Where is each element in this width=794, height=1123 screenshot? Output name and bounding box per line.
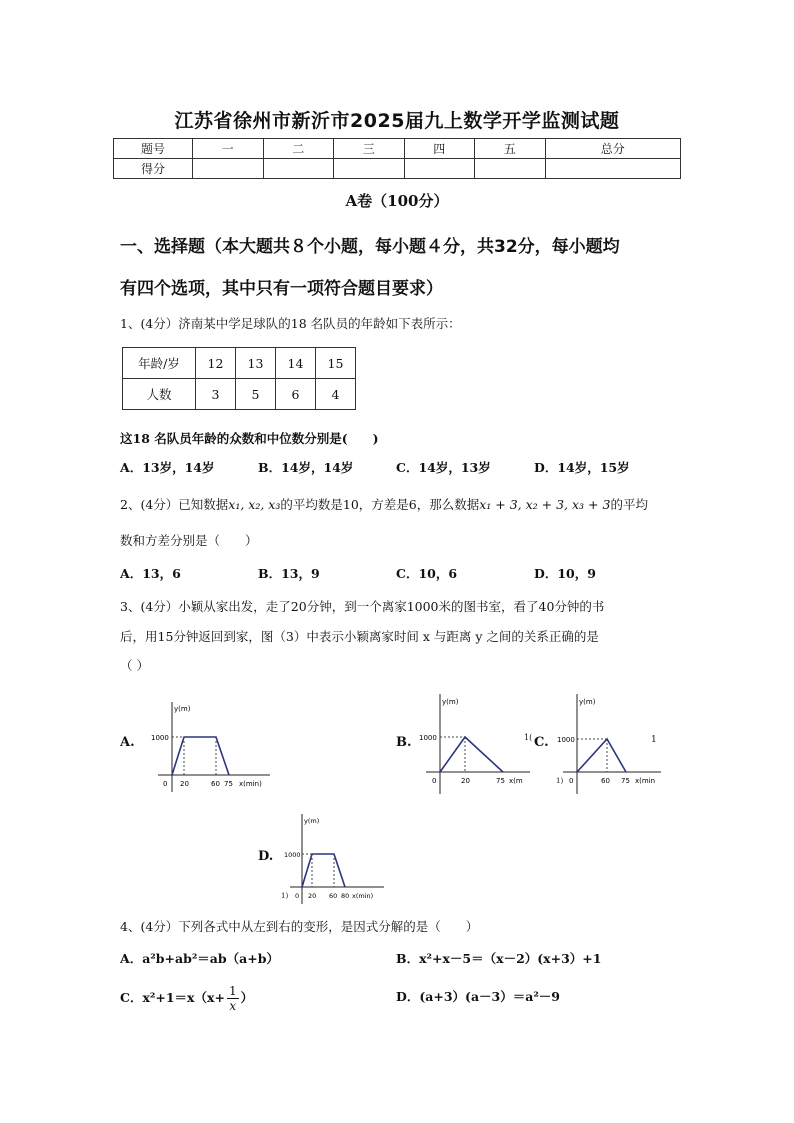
graph-b-x-label: x(m [509, 777, 523, 785]
q2-stem-c: 的平均 [610, 497, 648, 512]
count-cell: 6 [276, 379, 316, 410]
graph-d-tick: 80 [341, 892, 350, 900]
paper-label: A卷（100分） [345, 192, 449, 210]
q2-stem-b: 的平均数是10，方差是6，那么数据 [280, 497, 480, 512]
q3-stem-line1: 3、(4分）小颖从家出发，走了20分钟，到一个离家1000米的图书室，看了40分钟的书 [120, 599, 605, 614]
q1-stem: 1、(4分）济南某中学足球队的18 名队员的年龄如下表所示： [120, 316, 461, 331]
q4-option-a[interactable]: A．a²b+ab²＝ab（a+b） [120, 951, 279, 966]
q2-variables: x₁, x₂, x₃ [228, 497, 281, 512]
score-cell [404, 159, 475, 179]
stray-mark: 1) [281, 892, 289, 900]
graph-a-tick: 60 [211, 780, 220, 788]
graph-d [284, 812, 389, 907]
q2-option-b[interactable]: B．13，9 [258, 566, 320, 581]
q4-option-d[interactable]: D．(a+3）(a－3）＝a²－9 [396, 989, 561, 1004]
graph-c-origin: 0 [569, 777, 574, 785]
age-cell: 13 [236, 348, 276, 379]
score-cell [193, 159, 264, 179]
graph-c-line [577, 739, 626, 772]
stray-mark: 1) [556, 777, 564, 785]
graph-a-y-label: y(m) [174, 705, 191, 713]
graph-a-y-value: 1000 [151, 734, 169, 742]
score-row-label: 得分 [114, 159, 193, 179]
graph-c-tick: 75 [621, 777, 630, 785]
age-cell: 12 [196, 348, 236, 379]
q4-option-c-denominator: x [229, 999, 237, 1013]
q2-option-a[interactable]: A．13，6 [120, 566, 181, 581]
age-row-label: 年龄/岁 [123, 348, 196, 379]
q4-option-c-prefix: C．x²+1＝x（x+ [120, 990, 225, 1005]
q2-option-d[interactable]: D．10，9 [534, 566, 596, 581]
graph-a-tick: 20 [180, 780, 189, 788]
graph-d-line [302, 854, 345, 887]
q4-option-c-suffix: ） [240, 990, 254, 1005]
q4-option-c-fraction [227, 984, 239, 1013]
score-cell [475, 159, 546, 179]
q1-option-b[interactable]: B．14岁，14岁 [258, 460, 354, 475]
score-header-cell: 四 [404, 139, 475, 159]
q3-option-d-label[interactable]: D. [258, 849, 274, 864]
graph-a-x-label: x(min) [239, 780, 262, 788]
q1-option-a[interactable]: A．13岁，14岁 [120, 460, 215, 475]
age-cell: 14 [276, 348, 316, 379]
q1-question: 这18 名队员年龄的众数和中位数分别是( ) [120, 431, 379, 446]
graph-b-origin: 0 [432, 777, 437, 785]
q4-stem: 4、(4分）下列各式中从左到右的变形，是因式分解的是（ ） [120, 919, 479, 934]
graph-b [418, 692, 533, 797]
section-heading-line1: 一、选择题（本大题共８个小题，每小题４分，共32分，每小题均 [120, 237, 620, 257]
graph-b-line [440, 737, 503, 772]
count-cell: 4 [316, 379, 356, 410]
graph-c-y-label: y(m) [579, 698, 596, 706]
graph-d-y-value: 1000 [284, 851, 301, 859]
graph-b-tick: 75 [496, 777, 505, 785]
graph-b-tick: 20 [461, 777, 470, 785]
q3-stem-line3: （ ） [120, 658, 149, 673]
count-cell: 5 [236, 379, 276, 410]
score-table-score-row [114, 159, 681, 179]
graph-d-y-label: y(m) [304, 817, 320, 825]
q4-option-c[interactable] [120, 984, 253, 1013]
graph-c [555, 692, 665, 797]
graph-b-y-label: y(m) [442, 698, 459, 706]
count-cell: 3 [196, 379, 236, 410]
graph-d-origin: 0 [295, 892, 300, 900]
graph-a [150, 700, 275, 795]
count-row [123, 379, 356, 410]
graph-a-line [172, 737, 229, 775]
page-title: 江苏省徐州市新沂市2025届九上数学开学监测试题 [174, 110, 620, 132]
section-heading-line2: 有四个选项，其中只有一项符合题目要求） [120, 279, 443, 299]
age-cell: 15 [316, 348, 356, 379]
score-cell [334, 159, 405, 179]
q1-option-d[interactable]: D．14岁，15岁 [534, 460, 630, 475]
age-row [123, 348, 356, 379]
q3-option-c-label[interactable]: C. [534, 735, 549, 750]
score-header-cell: 一 [193, 139, 264, 159]
score-cell [545, 159, 681, 179]
score-header-cell: 二 [263, 139, 334, 159]
graph-a-tick: 75 [224, 780, 233, 788]
graph-b-y-value: 1000 [419, 734, 437, 742]
score-header-cell: 三 [334, 139, 405, 159]
q3-option-b-label[interactable]: B. [396, 735, 412, 750]
score-header-cell: 五 [475, 139, 546, 159]
q4-option-b[interactable]: B．x²+x－5＝（x－2）(x+3）+1 [396, 951, 602, 966]
score-header-cell: 总分 [545, 139, 681, 159]
graph-c-y-value: 1000 [557, 736, 575, 744]
graph-c-x-label: x(min [635, 777, 656, 785]
q3-option-a-label[interactable]: A. [120, 735, 135, 750]
score-cell [263, 159, 334, 179]
score-table [113, 138, 681, 179]
age-table [122, 347, 356, 410]
stray-mark: 1( [524, 733, 533, 742]
q1-option-c[interactable]: C．14岁，13岁 [396, 460, 491, 475]
q2-stem-a: 2、(4分）已知数据 [120, 497, 229, 512]
count-row-label: 人数 [123, 379, 196, 410]
graph-a-origin: 0 [163, 780, 168, 788]
graph-d-x-label: x(min) [352, 892, 374, 900]
q4-option-c-numerator: 1 [228, 984, 237, 998]
score-table-header-row [114, 139, 681, 159]
q2-stem [120, 495, 648, 513]
q2-variables-shifted: x₁ + 3, x₂ + 3, x₃ + 3 [479, 497, 611, 512]
score-header-cell: 题号 [114, 139, 193, 159]
graph-c-tick: 60 [601, 777, 610, 785]
q3-stem-line2: 后，用15分钟返回到家，图（3）中表示小颖离家时间 x 与距离 y 之间的关系正确的是 [120, 629, 599, 644]
q2-option-c[interactable]: C．10，6 [396, 566, 458, 581]
stray-mark: 1 [651, 735, 657, 745]
graph-d-tick: 60 [329, 892, 338, 900]
graph-d-tick: 20 [308, 892, 317, 900]
q2-stem-line2: 数和方差分别是（ ） [120, 533, 258, 548]
